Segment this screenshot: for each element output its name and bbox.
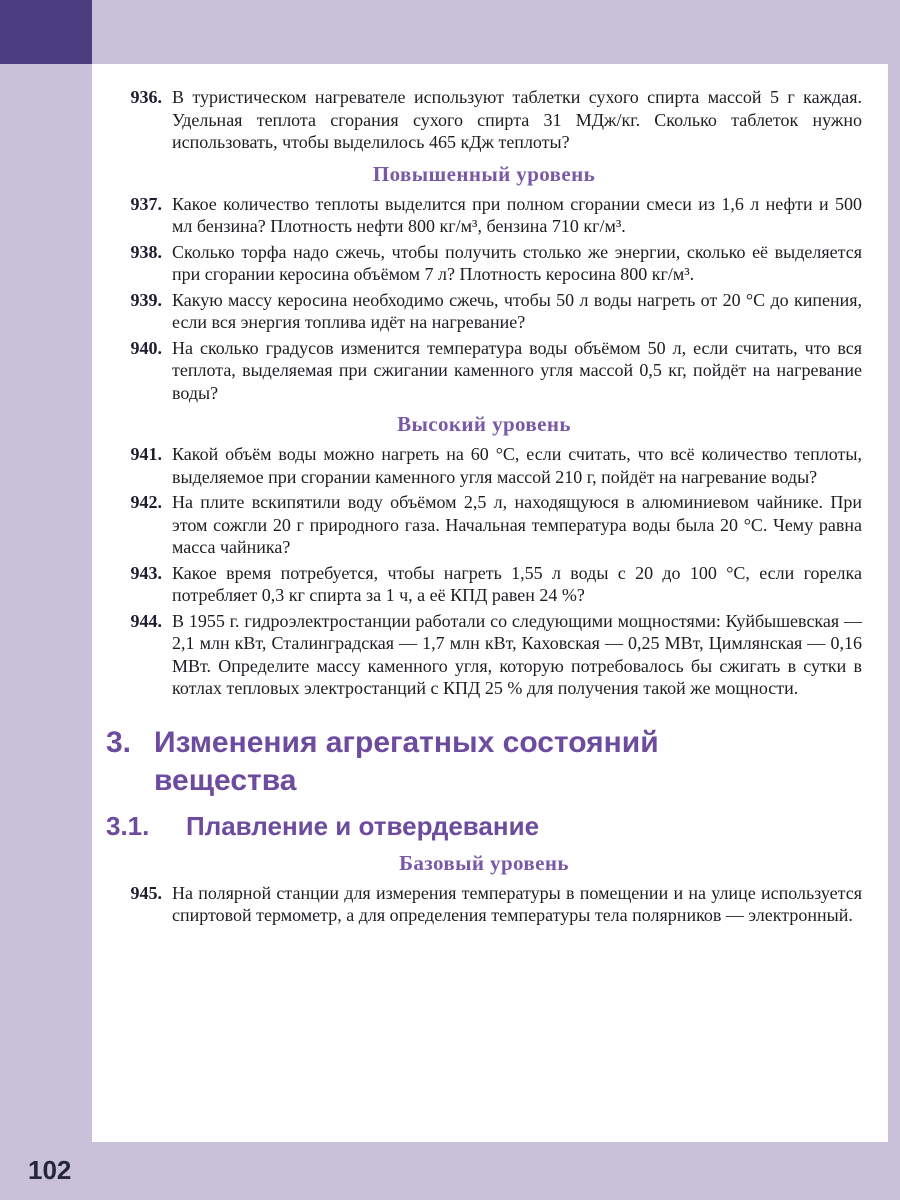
chapter-title: Изменения агрегатных состояний вещества	[154, 725, 659, 797]
problem-940	[106, 337, 862, 405]
problem-number: 939.	[130, 289, 162, 310]
problem-number: 943.	[130, 562, 162, 583]
problem-text: На сколько градусов изменится температура воды объёмом 50 л, если считать, что вся теплота, выделяемая при сжигании каменного угля массой 0,5 кг, пойдёт на нагревание воды?	[172, 337, 862, 403]
problem-941	[106, 443, 862, 488]
section-number: 3.1.	[106, 811, 150, 842]
problem-text: В 1955 г. гидроэлектростанции работали со следующими мощностями: Куйбышевская — 2,1 млн кВт, Сталинградская — 1,7 млн кВт, Каховская — 0,25 МВт, Цимлянская — 0,16 МВт. Определите массу каменного угля, которую потребовалось бы сжигать в сутки в котлах тепловых электростанций с КПД 25 % для получения такой же мощности.	[172, 610, 862, 698]
problem-936	[106, 86, 862, 154]
problem-text: Сколько торфа надо сжечь, чтобы получить столько же энергии, сколько её выделяется при сгорании керосина объёмом 7 л? Плотность керосина 800 кг/м³.	[172, 241, 862, 284]
problem-number: 942.	[130, 492, 162, 512]
problem-944	[106, 610, 862, 700]
level-heading-high: Высокий уровень	[397, 412, 571, 436]
chapter-number: 3.	[106, 725, 132, 759]
problem-943	[106, 562, 862, 607]
problem-937	[106, 193, 862, 238]
problem-text: Какое количество теплоты выделится при полном сгорании смеси из 1,6 л нефти и 500 мл бензина? Плотность нефти 800 кг/м³, бензина 710 кг/м³.	[172, 193, 862, 236]
problem-text: На полярной станции для измерения температуры в помещении и на улице используется спиртовой термометр, а для определения температуры тела полярников — электронный.	[172, 882, 862, 926]
problem-number: 944.	[130, 610, 162, 631]
frame-right-band	[888, 64, 900, 1200]
problem-number: 945.	[130, 882, 162, 903]
problem-945	[106, 882, 862, 927]
frame-corner-accent	[0, 0, 92, 64]
page-number: 102	[28, 1155, 72, 1185]
problem-939	[106, 289, 862, 334]
problem-number: 936.	[130, 87, 162, 107]
problem-942	[106, 491, 862, 559]
problem-text: Какой объём воды можно нагреть на 60 °С, если считать, что всё количество теплоты, выделяемое при сгорании каменного угля массой 210 г, пойдёт на нагревание воды?	[172, 444, 862, 487]
frame-bottom-band	[0, 1142, 900, 1200]
page-content	[92, 64, 888, 1142]
section-heading	[106, 810, 862, 843]
problem-text: Какую массу керосина необходимо сжечь, чтобы 50 л воды нагреть от 20 °С до кипения, если вся энергия топлива идёт на нагревание?	[172, 289, 862, 332]
problem-number: 940.	[130, 337, 162, 358]
frame-left-band	[0, 64, 92, 1200]
chapter-heading	[106, 724, 746, 801]
problem-number: 937.	[130, 193, 162, 214]
level-heading-advanced: Повышенный уровень	[372, 161, 596, 186]
level-heading-basic: Базовый уровень	[399, 850, 569, 875]
problem-number: 941.	[130, 444, 162, 464]
section-title: Плавление и отвердевание	[186, 811, 540, 842]
problem-text: Какое время потребуется, чтобы нагреть 1,55 л воды с 20 до 100 °С, если горелка потребляет 0,3 кг спирта за 1 ч, а её КПД равен 24 %?	[172, 562, 862, 605]
frame-top-band	[0, 0, 900, 64]
problem-number: 938.	[130, 241, 162, 262]
problem-938	[106, 241, 862, 286]
problem-text: На плите вскипятили воду объёмом 2,5 л, находящуюся в алюминиевом чайнике. При этом сожгли 20 г природного газа. Начальная температура воды была 20 °С. Чему равна масса чайника?	[172, 492, 862, 557]
problem-text: В туристическом нагревателе используют таблетки сухого спирта массой 5 г каждая. Удельная теплота сгорания сухого спирта 31 МДж/кг. Сколько таблеток нужно использовать, чтобы выделилось 465 кДж теплоты?	[172, 87, 862, 152]
